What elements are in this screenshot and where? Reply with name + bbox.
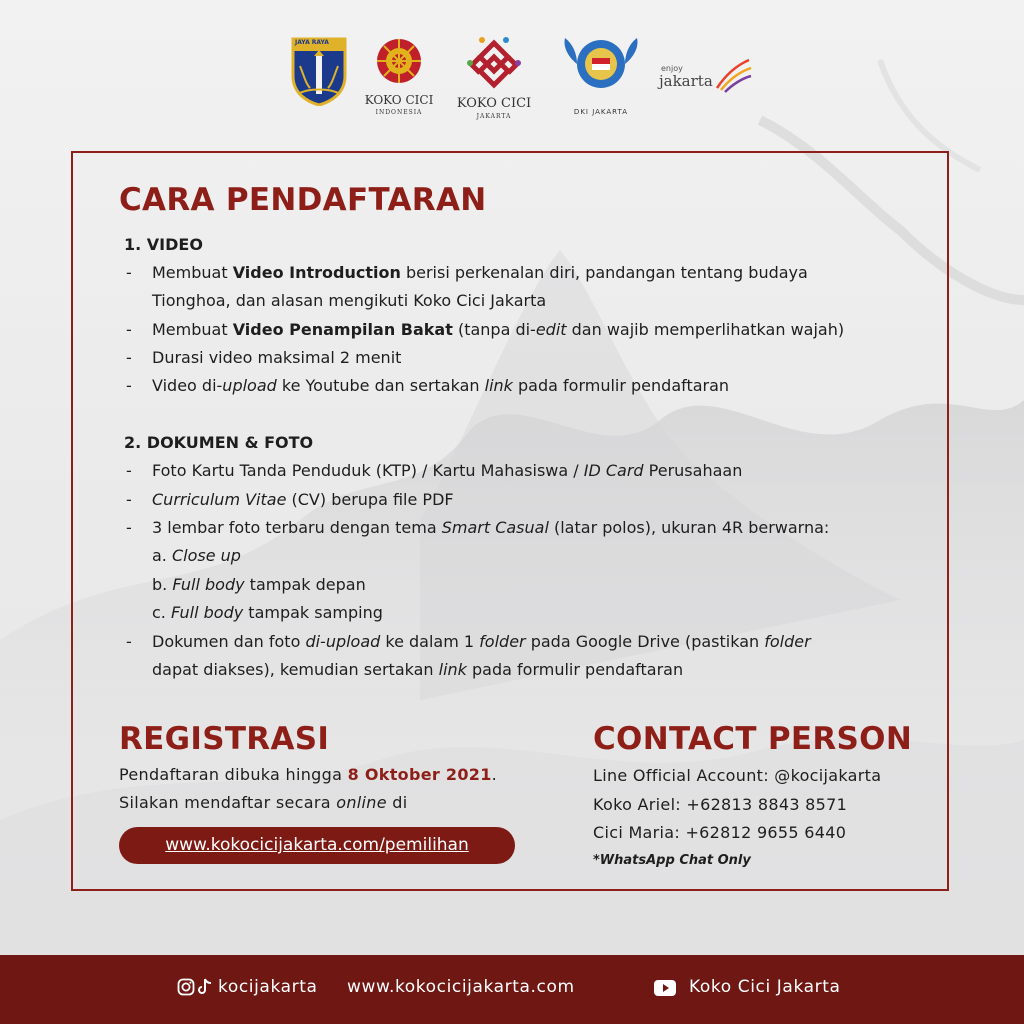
- registrasi-title: REGISTRASI: [119, 721, 330, 757]
- bullet-dash: -: [126, 490, 132, 509]
- footer-bar: [0, 955, 1024, 1024]
- logo-caption: KOKO CICI: [364, 93, 434, 107]
- dokumen-req-2: Curriculum Vitae (CV) berupa file PDF: [152, 490, 454, 509]
- bullet-dash: -: [126, 376, 132, 395]
- dokumen-req-3: 3 lembar foto terbaru dengan tema Smart Casual (latar polos), ukuran 4R berwarna:: [152, 518, 830, 537]
- logo-subcaption: INDONESIA: [375, 109, 423, 116]
- tiktok-icon[interactable]: [198, 978, 212, 996]
- bullet-dash: -: [126, 348, 132, 367]
- contact-person-title: CONTACT PERSON: [593, 721, 913, 757]
- bullet-dash: -: [126, 320, 132, 339]
- video-req-3: Durasi video maksimal 2 menit: [152, 348, 402, 367]
- instagram-icon[interactable]: [177, 978, 195, 996]
- logo-main-text: jakarta: [659, 72, 713, 90]
- dokumen-req-4: Dokumen dan foto di-upload ke dalam 1 folder pada Google Drive (pastikan folder: [152, 632, 811, 651]
- video-req-2: Membuat Video Penampilan Bakat (tanpa di-edit dan wajib memperlihatkan wajah): [152, 320, 845, 339]
- koko-cici-jakarta-logo: [454, 36, 534, 122]
- logo-caption: KOKO CICI: [456, 96, 532, 111]
- contact-cici-maria: Cici Maria: +62812 9655 6440: [593, 823, 847, 842]
- footer-social-handle[interactable]: kocijakarta: [218, 977, 318, 997]
- cara-pendaftaran-title: CARA PENDAFTARAN: [119, 182, 487, 218]
- association-emblem-logo: [556, 36, 646, 122]
- contact-line-official: Line Official Account: @kocijakarta: [593, 766, 882, 785]
- bullet-dash: -: [126, 461, 132, 480]
- dokumen-heading: 2. DOKUMEN & FOTO: [124, 433, 314, 452]
- enjoy-jakarta-logo: [657, 64, 747, 104]
- dokumen-req-3a: a. Close up: [152, 546, 241, 565]
- sponsor-logos: [0, 36, 1024, 126]
- video-req-1-cont: Tionghoa, dan alasan mengikuti Koko Cici Jakarta: [152, 291, 547, 310]
- registrasi-line-1: Pendaftaran dibuka hingga 8 Oktober 2021.: [119, 765, 498, 784]
- dokumen-req-1: Foto Kartu Tanda Penduduk (KTP) / Kartu Mahasiswa / ID Card Perusahaan: [152, 461, 743, 480]
- logo-subcaption: DKI JAKARTA: [573, 108, 629, 116]
- dokumen-req-3b: b. Full body tampak depan: [152, 575, 366, 594]
- crest-banner-text: JAYA RAYA: [295, 39, 329, 46]
- logo-top-text: enjoy: [661, 64, 683, 73]
- footer-youtube-channel[interactable]: Koko Cici Jakarta: [689, 977, 841, 997]
- video-req-4: Video di-upload ke Youtube dan sertakan link pada formulir pendaftaran: [152, 376, 730, 395]
- bullet-dash: -: [126, 632, 132, 651]
- bullet-dash: -: [126, 518, 132, 537]
- whatsapp-note: *WhatsApp Chat Only: [593, 853, 751, 868]
- contact-koko-ariel: Koko Ariel: +62813 8843 8571: [593, 795, 848, 814]
- video-heading: 1. VIDEO: [124, 235, 203, 254]
- dokumen-req-3c: c. Full body tampak samping: [152, 603, 383, 622]
- registrasi-line-2: Silakan mendaftar secara online di: [119, 793, 408, 812]
- registration-url-link[interactable]: www.kokocicijakarta.com/pemilihan: [119, 827, 515, 864]
- footer-website[interactable]: www.kokocicijakarta.com: [347, 977, 575, 997]
- video-req-1: Membuat Video Introduction berisi perkenalan diri, pandangan tentang budaya: [152, 263, 808, 282]
- logo-subcaption: JAKARTA: [476, 113, 512, 120]
- dki-jakarta-crest-logo: [290, 36, 348, 106]
- bullet-dash: -: [126, 263, 132, 282]
- youtube-icon[interactable]: [654, 980, 676, 996]
- dokumen-req-4-cont: dapat diakses), kemudian sertakan link pada formulir pendaftaran: [152, 660, 684, 679]
- koko-cici-indonesia-logo: [366, 36, 432, 122]
